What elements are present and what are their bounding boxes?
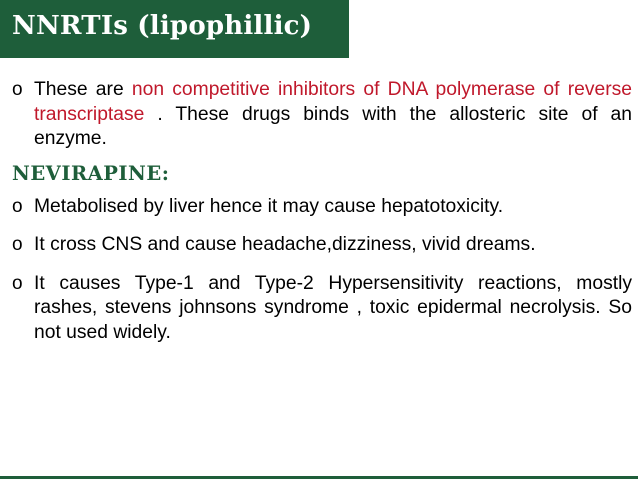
bullet-marker: o bbox=[12, 79, 23, 100]
slide-title: NNRTIs (lipophillic) bbox=[12, 11, 313, 41]
bullet-item bbox=[12, 233, 632, 258]
bullet-marker: o bbox=[12, 272, 23, 294]
intro-text-after: . These drugs binds with the allosteric site of an enzyme. bbox=[34, 103, 632, 149]
intro-text-before: These are bbox=[34, 79, 132, 100]
bullet-text: It cross CNS and cause headache,dizziness, vivid dreams. bbox=[34, 234, 536, 255]
slide-content bbox=[12, 78, 632, 345]
intro-bullet bbox=[12, 78, 632, 152]
intro-highlight: non competitive inhibitors of DNA polymerase of reverse transcriptase bbox=[34, 79, 632, 125]
bullet-item bbox=[12, 272, 632, 346]
nevirapine-heading: NEVIRAPINE: bbox=[12, 161, 170, 185]
title-bar bbox=[0, 0, 349, 58]
bullet-marker: o bbox=[12, 195, 23, 217]
bullet-item bbox=[12, 195, 632, 220]
bullet-text: It causes Type-1 and Type-2 Hypersensitivity reactions, mostly rashes, stevens johnsons syndrome , toxic epidermal necrolysis. So not used widely. bbox=[34, 272, 632, 343]
bullet-text: Metabolised by liver hence it may cause hepatotoxicity. bbox=[34, 195, 504, 217]
bullet-marker: o bbox=[12, 234, 23, 255]
